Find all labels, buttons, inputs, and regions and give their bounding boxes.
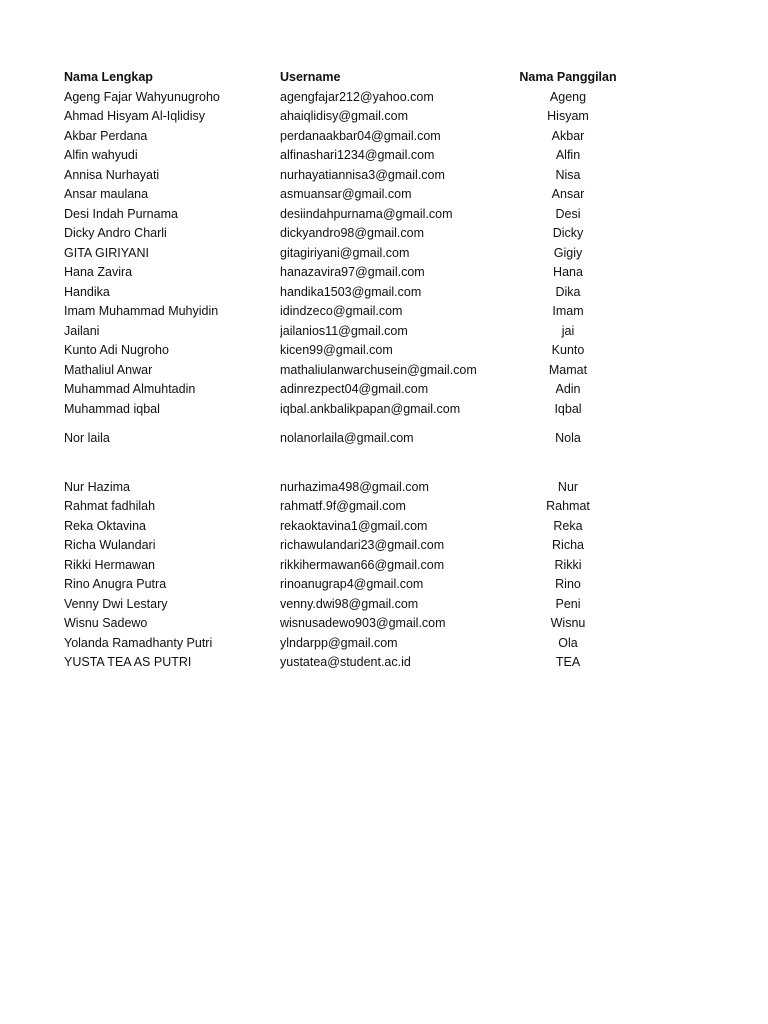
nickname-cell: Rikki	[554, 557, 582, 572]
full-name-cell: Richa Wulandari	[64, 538, 156, 552]
full-name-cell: Desi Indah Purnama	[64, 206, 178, 221]
full-name-cell: Rino Anugra Putra	[64, 577, 167, 591]
full-name-cell: Muhammad iqbal	[64, 401, 160, 416]
nickname-cell: jai	[561, 323, 575, 338]
username-cell: ylndarpp@gmail.com	[280, 635, 398, 650]
full-name-cell: Rikki Hermawan	[64, 557, 155, 572]
full-name-cell: Handika	[64, 284, 110, 299]
table-row	[64, 166, 704, 186]
username-cell: dickyandro98@gmail.com	[280, 226, 425, 240]
table-row	[64, 614, 704, 634]
table-row	[64, 595, 704, 615]
username-cell: nurhayatiannisa3@gmail.com	[280, 167, 445, 182]
nickname-cell: Dika	[555, 284, 581, 299]
username-cell: wisnusadewo903@gmail.com	[280, 616, 446, 630]
table-row-spacer	[64, 458, 704, 478]
table-row	[64, 419, 704, 458]
table-row	[64, 283, 704, 303]
table-row	[64, 380, 704, 400]
nickname-cell: Desi	[555, 206, 581, 221]
username-cell: agengfajar212@yahoo.com	[280, 89, 434, 104]
table-row	[64, 322, 704, 342]
nickname-cell: Iqbal	[554, 401, 582, 416]
username-cell: richawulandari23@gmail.com	[280, 538, 445, 552]
nickname-cell: Akbar	[551, 128, 585, 143]
nickname-cell: Rahmat	[546, 499, 590, 513]
full-name-cell: Ahmad Hisyam Al-Iqlidisy	[64, 109, 206, 123]
table-header-row	[64, 68, 704, 88]
username-cell: nolanorlaila@gmail.com	[280, 431, 414, 445]
nickname-cell: TEA	[555, 655, 581, 669]
nickname-cell: Kunto	[551, 343, 585, 357]
username-cell: handika1503@gmail.com	[280, 284, 422, 299]
username-cell: perdanaakbar04@gmail.com	[280, 128, 441, 143]
table-row	[64, 88, 704, 108]
username-cell: jailanios11@gmail.com	[280, 323, 408, 338]
nickname-cell: Hisyam	[547, 109, 589, 123]
username-cell: nurhazima498@gmail.com	[280, 479, 429, 494]
nickname-cell: Ansar	[551, 187, 585, 201]
table-row	[64, 263, 704, 283]
full-name-cell: Muhammad Almuhtadin	[64, 382, 196, 396]
full-name-cell: Reka Oktavina	[64, 518, 146, 533]
nickname-cell: Alfin	[555, 148, 581, 162]
username-cell: alfinashari1234@gmail.com	[280, 148, 435, 162]
username-cell: adinrezpect04@gmail.com	[280, 382, 429, 396]
username-cell: desiindahpurnama@gmail.com	[280, 206, 453, 221]
table-row	[64, 127, 704, 147]
full-name-cell: Yolanda Ramadhanty Putri	[64, 635, 213, 650]
header-username: Username	[280, 70, 341, 84]
full-name-cell: Nur Hazima	[64, 479, 130, 494]
full-name-cell: YUSTA TEA AS PUTRI	[64, 655, 192, 669]
username-cell: ahaiqlidisy@gmail.com	[280, 109, 409, 123]
table-row	[64, 224, 704, 244]
table-row	[64, 575, 704, 595]
table-row	[64, 302, 704, 322]
table-row	[64, 205, 704, 225]
header-full-name: Nama Lengkap	[64, 70, 153, 84]
table-row	[64, 244, 704, 264]
full-name-cell: Ansar maulana	[64, 187, 149, 201]
full-name-cell: Nor laila	[64, 431, 110, 445]
spreadsheet-table	[64, 68, 704, 673]
full-name-cell: Rahmat fadhilah	[64, 499, 156, 513]
username-cell: idindzeco@gmail.com	[280, 304, 403, 318]
full-name-cell: Jailani	[64, 323, 100, 338]
username-cell: yustatea@student.ac.id	[280, 655, 411, 669]
table-row	[64, 341, 704, 361]
username-cell: rekaoktavina1@gmail.com	[280, 518, 428, 533]
table-row	[64, 634, 704, 654]
nickname-cell: Nisa	[555, 167, 581, 182]
nickname-cell: Nola	[555, 431, 581, 445]
username-cell: rinoanugrap4@gmail.com	[280, 577, 424, 591]
full-name-cell: Dicky Andro Charli	[64, 226, 167, 240]
username-cell: iqbal.ankbalikpapan@gmail.com	[280, 401, 461, 416]
full-name-cell: Akbar Perdana	[64, 128, 148, 143]
username-cell: venny.dwi98@gmail.com	[280, 596, 419, 611]
full-name-cell: Wisnu Sadewo	[64, 616, 148, 630]
nickname-cell: Hana	[553, 265, 583, 279]
username-cell: rahmatf.9f@gmail.com	[280, 499, 406, 513]
full-name-cell: Hana Zavira	[64, 265, 133, 279]
nickname-cell: Ageng	[549, 89, 587, 104]
table-row	[64, 107, 704, 127]
table-row	[64, 185, 704, 205]
nickname-cell: Wisnu	[550, 616, 586, 630]
table-row	[64, 653, 704, 673]
table-row	[64, 478, 704, 498]
nickname-cell: Ola	[558, 635, 578, 650]
full-name-cell: Kunto Adi Nugroho	[64, 343, 169, 357]
nickname-cell: Rino	[555, 577, 581, 591]
full-name-cell: Venny Dwi Lestary	[64, 596, 168, 611]
table-row	[64, 497, 704, 517]
table-row	[64, 517, 704, 537]
nickname-cell: Mamat	[548, 362, 588, 377]
table-row	[64, 146, 704, 166]
username-cell: rikkihermawan66@gmail.com	[280, 557, 445, 572]
header-nickname: Nama Panggilan	[519, 70, 617, 84]
username-cell: hanazavira97@gmail.com	[280, 265, 425, 279]
nickname-cell: Adin	[555, 382, 581, 396]
full-name-cell: Annisa Nurhayati	[64, 167, 160, 182]
nickname-cell: Peni	[555, 596, 581, 611]
nickname-cell: Imam	[552, 304, 584, 318]
full-name-cell: Imam Muhammad Muhyidin	[64, 304, 219, 318]
full-name-cell: Mathaliul Anwar	[64, 362, 153, 377]
nickname-cell: Nur	[557, 479, 579, 494]
table-row	[64, 361, 704, 381]
username-cell: kicen99@gmail.com	[280, 343, 393, 357]
table-row	[64, 536, 704, 556]
nickname-cell: Richa	[552, 538, 584, 552]
nickname-cell: Gigiy	[553, 245, 583, 260]
table-row	[64, 400, 704, 420]
nickname-cell: Dicky	[552, 226, 584, 240]
full-name-cell: GITA GIRIYANI	[64, 245, 149, 260]
full-name-cell: Alfin wahyudi	[64, 148, 138, 162]
username-cell: asmuansar@gmail.com	[280, 187, 412, 201]
full-name-cell: Ageng Fajar Wahyunugroho	[64, 89, 220, 104]
username-cell: mathaliulanwarchusein@gmail.com	[280, 362, 477, 377]
table-row	[64, 556, 704, 576]
nickname-cell: Reka	[553, 518, 583, 533]
username-cell: gitagiriyani@gmail.com	[280, 245, 410, 260]
